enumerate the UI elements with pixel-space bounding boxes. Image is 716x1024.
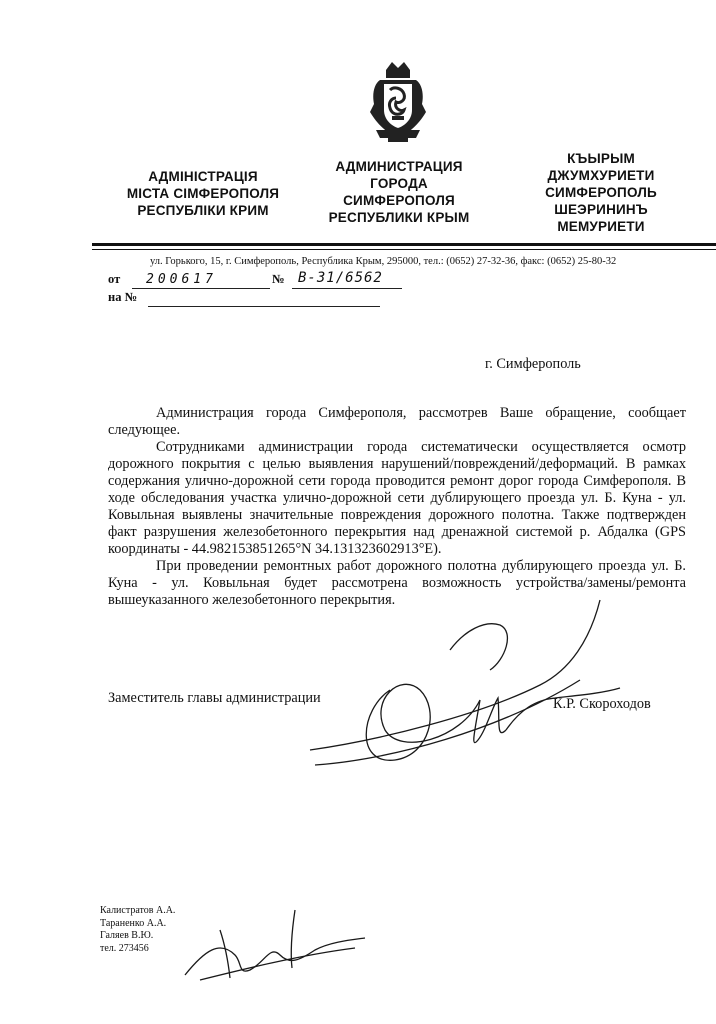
executor-3: Галяев В.Ю.	[100, 930, 154, 941]
date-underline	[132, 288, 270, 289]
header-left-line-3: РЕСПУБЛІКИ КРИМ	[137, 203, 269, 218]
number-label: №	[272, 272, 285, 286]
number-underline	[292, 288, 402, 289]
header-center-line-4: РЕСПУБЛИКИ КРЫМ	[328, 210, 470, 225]
body-paragraph-2: Сотрудниками администрации города систематически осуществляется осмотр дорожного покрытия с целью выявления нарушений/повреждений/деформаций. В рамках содержания улично-дорожной сети города проводится ремонт дорог города Симферополя. В ходе обследования участка улично-дорожной сети дублирующего проезда ул. Б. Куна - ул. Ковыльная выявлены значительные повреждения дорожного полотна. Также подтвержден факт разрушения железобетонного перекрытия над дренажной системой р. Абдалка (GPS координаты - 44.982153851265°N 34.131323602913°E).	[108, 439, 686, 557]
header-right-line-3: СИМФЕРОПОЛЬ	[545, 185, 657, 200]
header-right-line-2: ДЖУМХУРИЕТИ	[547, 168, 655, 183]
header-center-line-2: ГОРОДА	[370, 176, 428, 191]
crest-emblem	[366, 60, 430, 148]
signature-name: К.Р. Скороходов	[553, 696, 651, 712]
body-paragraph-1: Администрация города Симферополя, рассмотрев Ваше обращение, сообщает следующее.	[108, 405, 686, 438]
header-rule-thick	[92, 243, 716, 246]
to-number-label: на №	[108, 290, 138, 304]
header-center-line-3: СИМФЕРОПОЛЯ	[343, 193, 455, 208]
executor-1: Калистратов А.А.	[100, 905, 176, 916]
city-label: г. Симферополь	[485, 356, 581, 372]
header-right	[506, 150, 696, 235]
executor-2: Тараненко А.А.	[100, 917, 167, 929]
registration-number: В-31/6562	[298, 270, 383, 286]
header-right-line-1: КЪЫРЫМ	[567, 151, 635, 166]
header-right-line-4: ШЕЭРИНИНЪ	[554, 202, 648, 217]
header-left-line-1: АДМІНІСТРАЦІЯ	[148, 169, 258, 184]
handwritten-signature	[300, 590, 630, 790]
signature-role: Заместитель главы администрации	[108, 690, 321, 706]
header-rule-thin	[92, 249, 716, 250]
header-left-line-2: МІСТА СІМФЕРОПОЛЯ	[126, 186, 280, 201]
header-left	[108, 168, 298, 219]
header-center-line-1: АДМИНИСТРАЦИЯ	[335, 159, 463, 174]
address-line: ул. Горького, 15, г. Симферополь, Республика Крым, 295000, тел.: (0652) 27-32-36, факс: (0652) 25-80-32	[150, 256, 617, 267]
registration-date: 200617	[146, 272, 217, 287]
letter-body	[108, 405, 686, 609]
header-right-line-5: МЕМУРИЕТИ	[557, 219, 645, 234]
header-center	[304, 158, 494, 226]
executors-block	[100, 905, 175, 955]
from-label: от	[108, 272, 121, 286]
to-number-underline	[148, 306, 380, 307]
body-paragraph-3: При проведении ремонтных работ дорожного полотна дублирующего проезда ул. Б. Куна - ул. Ковыльная будет рассмотрена возможность устройства/замены/ремонта вышеуказанного железобетонного перекрытия.	[108, 558, 686, 608]
executor-signature	[180, 900, 370, 990]
executor-phone: тел. 273456	[100, 942, 149, 954]
